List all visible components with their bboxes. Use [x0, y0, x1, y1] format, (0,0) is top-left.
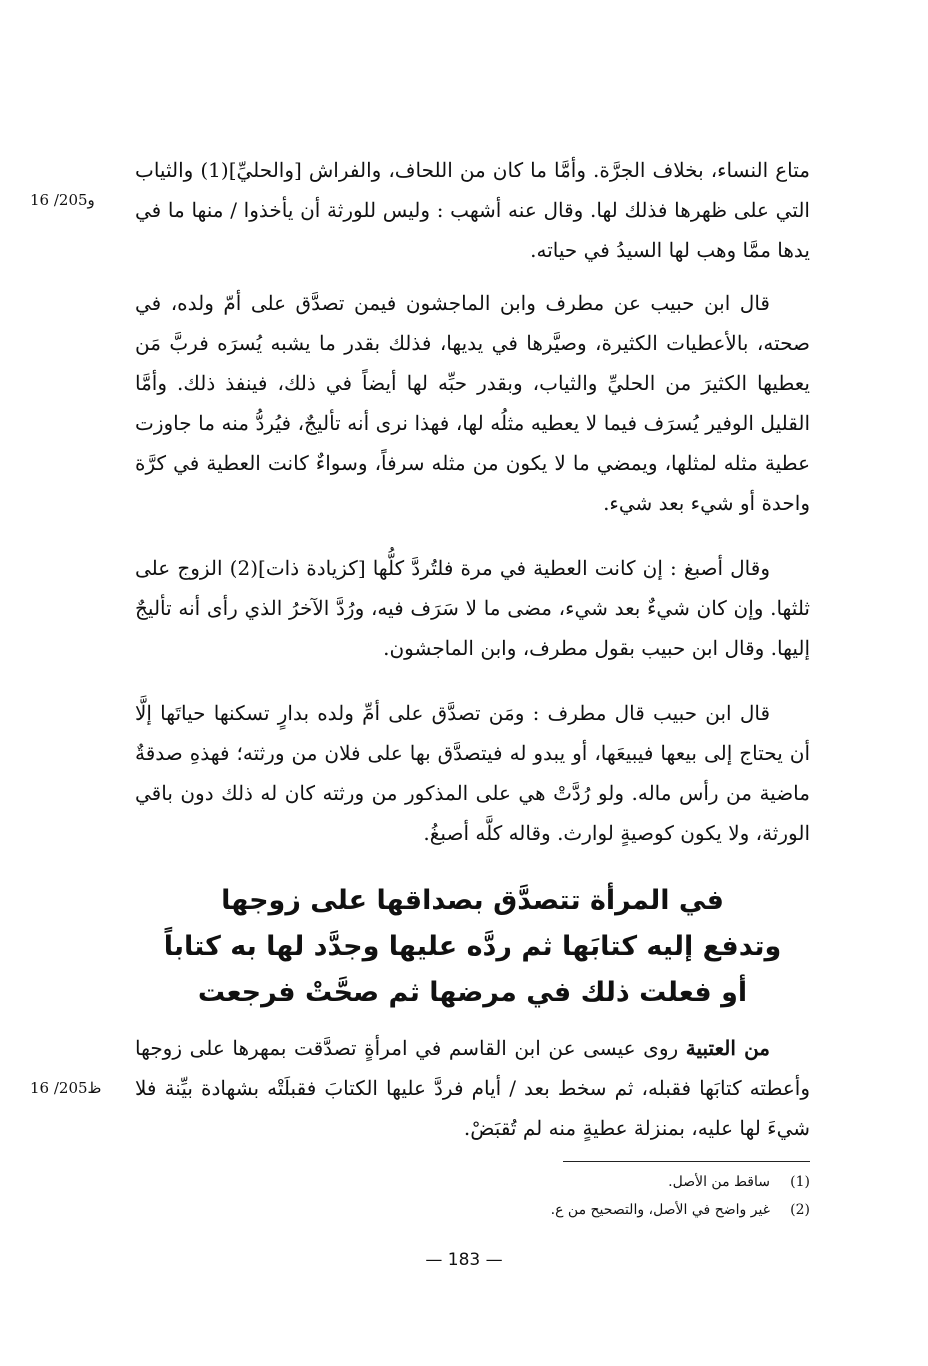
paragraph-4: قال ابن حبيب قال مطرف : ومَن تصدَّق على أمِّ ولده بدارٍ تسكنها حياتَها إلَّا أن يحتاج إلى بيعها فيبيعَها، أو يبدو له فيتصدَّق بها على فلان من ورثته؛ فهذهِ صدقةٌ ماضية من رأس ماله. ولو رُدَّتْ هي على المذكور من ورثته كان له ذلك دون باقي الورثة، ولا يكون كوصيةٍ لوارث. وقاله كلَّه أصبغُ. [135, 701, 810, 845]
paragraph-1: متاع النساء، بخلاف الجرَّة. وأمَّا ما كان من اللحاف، والفراش [والحليِّ](1) والثياب التي على ظهرها فذلك لها. وقال عنه أشهب : وليس للورثة أن يأخذوا / منها ما في يدها ممَّا وهب لها السيدُ في حياته. [135, 158, 810, 262]
paragraph-block-4 [135, 693, 810, 853]
heading-line-3: أو فعلت ذلك في مرضها ثم صحَّتْ فرجعت [197, 977, 748, 1008]
footnote-2 [360, 1196, 810, 1224]
footnote-text: ساقط من الأصل. [668, 1174, 770, 1190]
paragraph-block-3 [135, 548, 810, 668]
footnote-number: (2) [790, 1202, 810, 1218]
footnote-1 [360, 1168, 810, 1196]
page-number: — 183 — [425, 1250, 503, 1270]
paragraph-block-1 [135, 150, 810, 270]
heading-line-2: وتدفع إليه كتابَها ثم ردَّه عليها وجدَّد لها به كتاباً [163, 931, 782, 962]
margin-folio-ref-1: 16 /205و [30, 191, 95, 209]
margin-folio-ref-2: 16 /205ظ [30, 1079, 102, 1097]
footnotes [360, 1168, 810, 1224]
footnote-divider [563, 1161, 810, 1162]
paragraph-5 [135, 1028, 810, 1148]
footnote-text: غير واضح في الأصل، والتصحيح من ع. [550, 1202, 770, 1218]
footnote-number: (1) [790, 1174, 810, 1190]
source-name-bold: من العتبية [685, 1036, 771, 1060]
heading-line-1: في المرأة تتصدَّق بصداقها على زوجها [221, 885, 724, 916]
paragraph-5-text: روى عيسى عن ابن القاسم في امرأةٍ تصدَّقت بمهرها على زوجها وأعطته كتابَها فقبله، ثم سخط بعد / أيام فردَّ عليها الكتابَ فقبلَتْه بشهادة بيِّنة فلا شيءَ لها عليه، بمنزلة عطيةٍ منه لم تُقبَضْ. [135, 1036, 810, 1140]
section-heading [135, 878, 810, 1016]
paragraph-3: وقال أصبغ : إن كانت العطية في مرة فلتُردَّ كلُّها [كزيادة ذات](2) الزوج على ثلثها. وإن كان شيءٌ بعد شيء، مضى ما لا سَرَف فيه، ورُدَّ الآخرُ الذي رأى أنه تأليجٌ إليها. وقال ابن حبيب بقول مطرف، وابن الماجشون. [135, 556, 810, 660]
paragraph-2: قال ابن حبيب عن مطرف وابن الماجشون فيمن تصدَّق على أمّ ولده، في صحته، بالأعطيات الكثيرة، وصيَّرها في يديها، فذلك بقدر ما يشبه يُسرَه فربَّ مَن يعطيها الكثيرَ من الحليِّ والثياب، وبقدر حبِّه لها أيضاً في ذلك، فينفذ ذلك. وأمَّا القليل الوفير يُسرَف فيما لا يعطيه مثلُه لها، فهذا نرى أنه تأليجٌ، فيُردُّ منه ما جاوزت عطية مثله لمثلها، ويمضي ما لا يكون من مثله سرفاً، وسواءٌ كانت العطية في كرَّة واحدة أو شيء بعد شيء. [135, 291, 810, 515]
paragraph-block-2 [135, 283, 810, 523]
paragraph-block-5 [135, 1028, 810, 1148]
